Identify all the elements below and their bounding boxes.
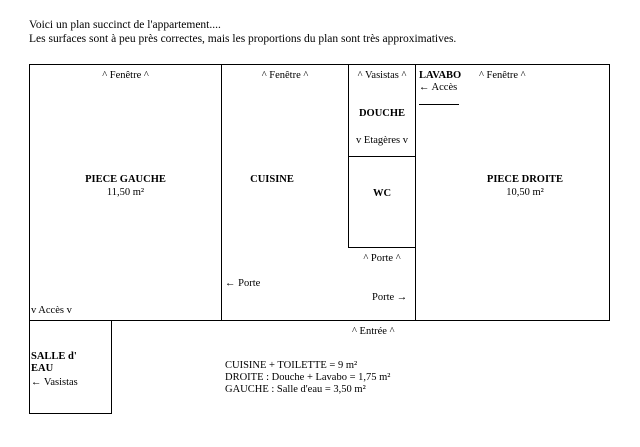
wall-top (29, 64, 610, 65)
surfaces-line-2: DROITE : Douche + Lavabo = 1,75 m² (225, 372, 391, 383)
wall-bottom (29, 320, 610, 321)
wall-douche-droite (415, 64, 416, 321)
wall-douche-wc (348, 156, 416, 157)
wall-salle-eau-right (111, 320, 112, 414)
lavabo-name: LAVABO (419, 70, 462, 81)
douche-name: DOUCHE (358, 108, 406, 119)
wc-name: WC (372, 188, 392, 199)
cuisine-door: ← Porte (225, 278, 261, 289)
intro-line-1: Voici un plan succinct de l'appartement.... (29, 19, 221, 31)
surfaces-line-3: GAUCHE : Salle d'eau = 3,50 m² (225, 384, 366, 395)
surfaces-line-1: CUISINE + TOILETTE = 9 m² (225, 360, 358, 371)
piece-gauche-name: PIECE GAUCHE (85, 174, 166, 185)
piece-gauche-window: ^ Fenêtre ^ (102, 70, 149, 81)
wall-gauche-cuisine (221, 64, 222, 321)
wc-door-right: Porte → (372, 292, 408, 303)
piece-droite-window: ^ Fenêtre ^ (479, 70, 526, 81)
douche-shelves: v Etagères v (356, 135, 408, 146)
wall-salle-eau-bottom (29, 413, 112, 414)
lavabo-underline (419, 104, 459, 105)
entree-label: ^ Entrée ^ (352, 326, 395, 337)
cuisine-name: CUISINE (250, 174, 294, 185)
salle-eau-vent: ← Vasistas (31, 377, 78, 388)
piece-droite-area: 10,50 m² (506, 187, 544, 198)
piece-gauche-access: v Accès v (31, 305, 72, 316)
wall-salle-eau-left (29, 320, 30, 414)
cuisine-window: ^ Fenêtre ^ (261, 70, 309, 81)
wall-wc-bottom (348, 247, 416, 248)
lavabo-access: ← Accès (419, 82, 458, 93)
wc-door-top: ^ Porte ^ (363, 253, 401, 264)
piece-gauche-area: 11,50 m² (106, 187, 145, 198)
piece-droite-name: PIECE DROITE (486, 174, 564, 185)
salle-eau-name-1: SALLE d' (31, 351, 77, 362)
wall-right (609, 64, 610, 321)
salle-eau-name-2: EAU (31, 363, 54, 374)
douche-vent: ^ Vasistas ^ (357, 70, 407, 81)
intro-line-2: Les surfaces sont à peu près correctes, mais les proportions du plan sont très approximatives. (29, 33, 457, 45)
